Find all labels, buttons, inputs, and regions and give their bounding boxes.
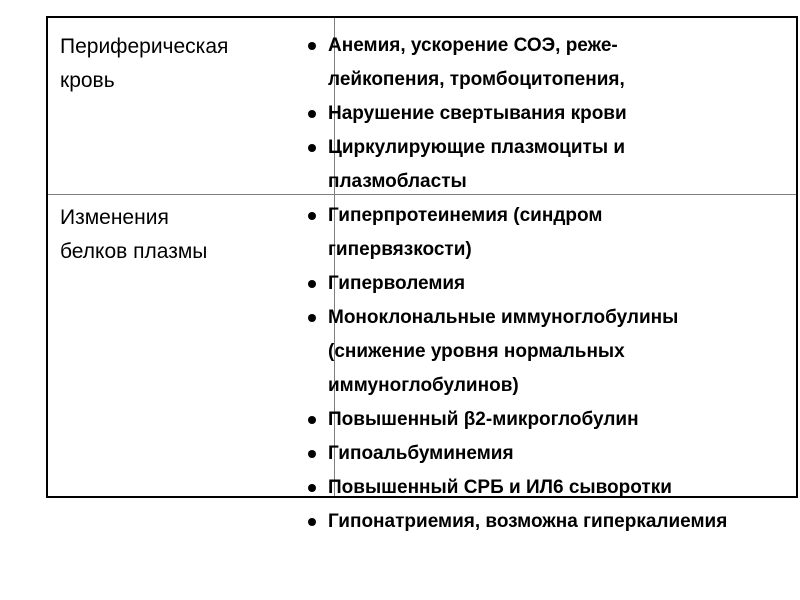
list-item [306, 199, 796, 233]
row-label-plasma-proteins [60, 201, 280, 269]
list-item [306, 471, 796, 505]
row-label-line: Изменения [60, 206, 169, 229]
list-item [306, 29, 796, 63]
list-item-text: плазмобласты [328, 171, 467, 192]
list-item [306, 505, 796, 539]
list-item-continuation [306, 63, 796, 97]
list-item-text: Гипонатриемия, возможна гиперкалиемия [328, 511, 728, 532]
row-label-peripheral-blood [60, 30, 280, 98]
list-item-text: Повышенный СРБ и ИЛ6 сыворотки [328, 477, 672, 498]
row-label-line: кровь [60, 69, 115, 92]
bullet-icon [308, 416, 316, 424]
list-item-continuation [306, 233, 796, 267]
list-item-text: Гипоальбуминемия [328, 443, 514, 464]
findings-list-plasma-proteins [306, 199, 796, 539]
list-item-continuation [306, 369, 796, 403]
bullet-icon [308, 212, 316, 220]
list-item-text: Циркулирующие плазмоциты и [328, 137, 626, 158]
bullet-icon [308, 484, 316, 492]
bullet-icon [308, 42, 316, 50]
list-item-text: Гиперволемия [328, 273, 466, 294]
list-item-text: Анемия, ускорение СОЭ, реже- [328, 35, 618, 56]
findings-list-peripheral-blood [306, 29, 796, 199]
bullet-icon [308, 144, 316, 152]
bullet-icon [308, 110, 316, 118]
bullet-icon [308, 314, 316, 322]
bullet-icon [308, 518, 316, 526]
list-item [306, 267, 796, 301]
row-label-line: белков плазмы [60, 240, 208, 263]
list-item-text: Моноклональные иммуноглобулины [328, 307, 679, 328]
list-item-continuation [306, 335, 796, 369]
row-label-line: Периферическая [60, 35, 229, 58]
list-item-continuation [306, 165, 796, 199]
list-item-text: (снижение уровня нормальных [328, 341, 625, 362]
list-item [306, 437, 796, 471]
list-item [306, 403, 796, 437]
list-item-text: Нарушение свертывания крови [328, 103, 627, 124]
bullet-icon [308, 280, 316, 288]
bullet-icon [308, 450, 316, 458]
list-item-text: лейкопения, тромбоцитопения, [328, 69, 625, 90]
list-item-text: иммуноглобулинов) [328, 375, 519, 396]
list-item [306, 301, 796, 335]
list-item [306, 131, 796, 165]
list-item-text: Гиперпротеинемия (синдром [328, 205, 603, 226]
list-item-text: гипервязкости) [328, 239, 472, 260]
list-item-text: Повышенный β2-микроглобулин [328, 409, 639, 430]
list-item [306, 97, 796, 131]
